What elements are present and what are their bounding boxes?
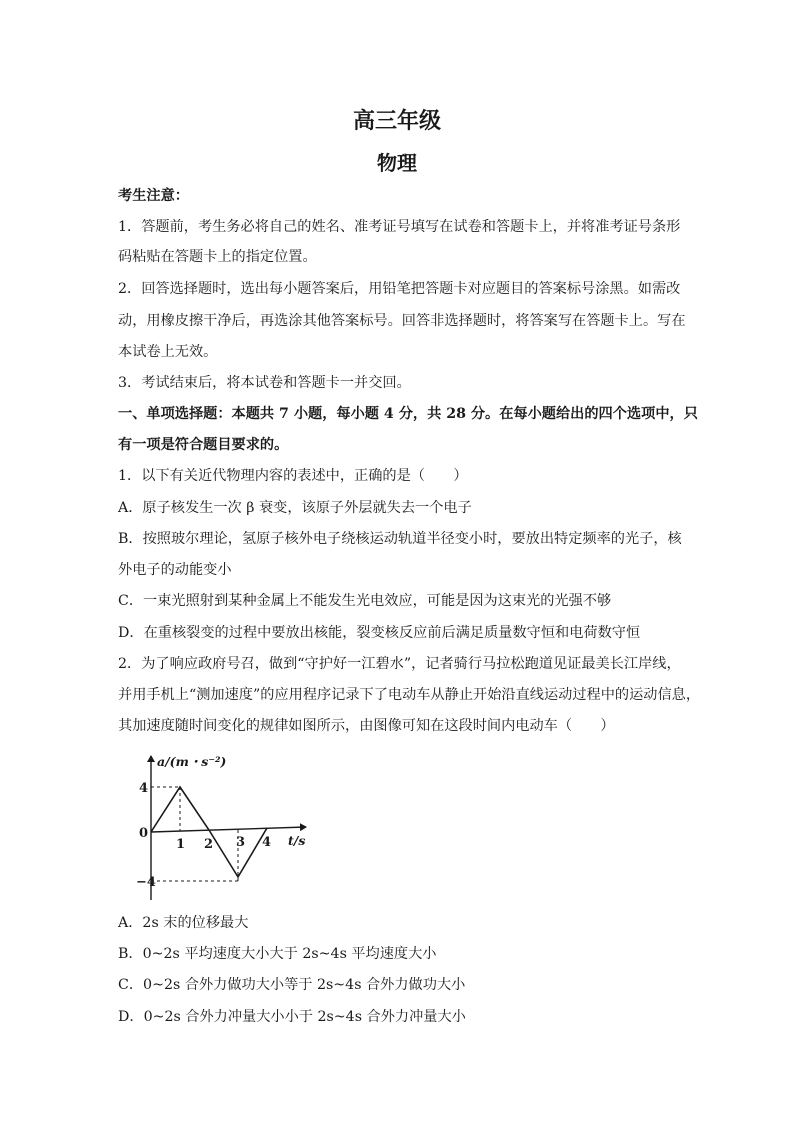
section-heading-line-1: 一、单项选择题：本题共 7 小题，每小题 4 分，共 28 分。在每小题给出的四个选项中，只 [118,406,698,422]
q2-option-a: A．2s 末的位移最大 [118,915,249,931]
q1-stem: 1．以下有关近代物理内容的表述中，正确的是（ ） [118,468,468,484]
notice-item-2-line-3: 本试卷上无效。 [118,344,218,360]
grade-title: 高三年级 [352,108,441,134]
notice-item-3: 3．考试结束后，将本试卷和答题卡一并交回。 [118,375,411,391]
section-heading-line-2: 有一项是符合题目要求的。 [118,437,289,453]
y-tick-4: 4 [139,781,149,796]
notice-item-2-line-2: 动，用橡皮擦干净后，再选涂其他答案标号。回答非选择题时，将答案写在答题卡上。写在 [118,313,686,329]
notice-item-2-line-1: 2．回答选择题时，选出每小题答案后，用铅笔把答题卡对应题目的答案标号涂黑。如需改 [118,281,681,297]
x-axis-label: t/s [288,833,306,848]
notice-title: 考生注意： [118,188,189,204]
q2-stem-line-1: 2．为了响应政府号召，做到“守护好一江碧水”，记者骑行马拉松跑道见证最美长江岸线， [118,656,681,672]
y-tick-minus-4: −4 [136,875,156,890]
x-tick-4: 4 [262,835,272,850]
q1-option-b-line-1: B．按照玻尔理论，氢原子核外电子绕核运动轨道半径变小时，要放出特定频率的光子，核 [118,531,682,547]
x-tick-3: 3 [236,835,246,850]
q2-option-c: C．0~2s 合外力做功大小等于 2s~4s 合外力做功大小 [118,977,466,993]
acceleration-time-graph [138,752,318,902]
subject-title: 物理 [377,151,417,175]
notice-item-1-line-1: 1．答题前，考生务必将自己的姓名、准考证号填写在试卷和答题卡上，并将准考证号条形 [118,219,681,235]
notice-item-1-line-2: 码粘贴在答题卡上的指定位置。 [118,249,317,265]
q2-stem-line-3: 其加速度随时间变化的规律如图所示，由图像可知在这段时间内电动车（ ） [118,718,615,734]
q1-option-a: A．原子核发生一次 β 衰变，该原子外层就失去一个电子 [118,500,472,516]
x-axis [151,827,306,832]
x-tick-2: 2 [204,837,214,852]
y-tick-0: 0 [139,826,149,841]
q2-option-d: D．0~2s 合外力冲量大小小于 2s~4s 合外力冲量大小 [118,1009,466,1025]
q1-option-b-line-2: 外电子的动能变小 [118,562,232,578]
q2-stem-line-2: 并用手机上“测加速度”的应用程序记录下了电动车从静止开始沿直线运动过程中的运动信息， [118,687,701,703]
x-tick-1: 1 [176,837,186,852]
q1-option-d: D．在重核裂变的过程中要放出核能，裂变核反应前后满足质量数守恒和电荷数守恒 [118,625,641,641]
y-axis-label: a/(m・s⁻²) [157,754,227,769]
q2-option-b: B．0~2s 平均速度大小大于 2s~4s 平均速度大小 [118,946,437,962]
q1-option-c: C．一束光照射到某种金属上不能发生光电效应，可能是因为这束光的光强不够 [118,593,612,609]
